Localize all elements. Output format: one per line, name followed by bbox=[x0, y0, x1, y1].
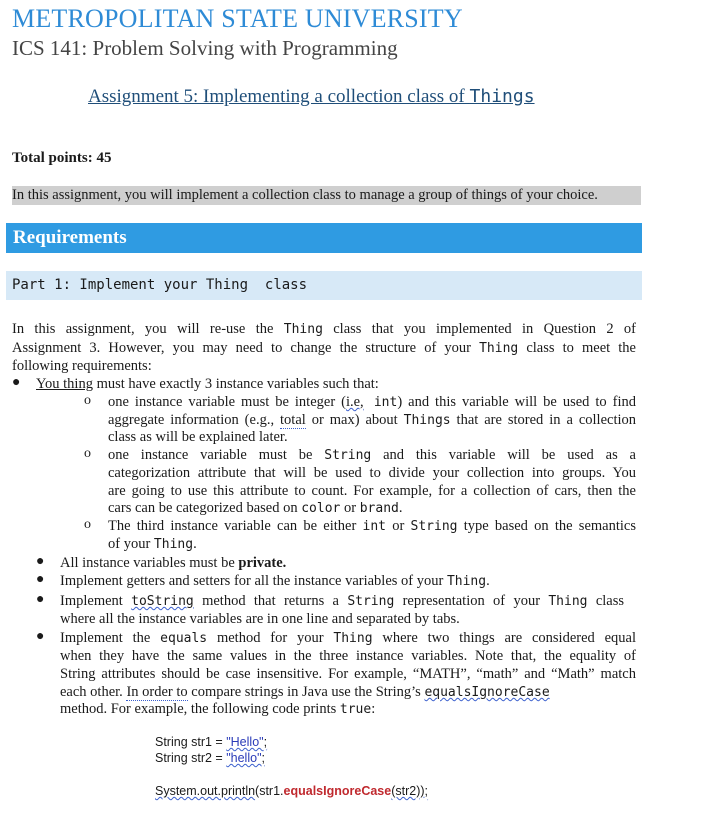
text: Assignment 3. However, you may need to change the structure of your bbox=[12, 340, 480, 356]
bullet-item-line bbox=[60, 700, 636, 719]
bullet-item-line bbox=[60, 665, 636, 683]
text: type based on the semantics bbox=[457, 518, 636, 534]
text: . bbox=[193, 536, 197, 552]
code-brand: brand bbox=[359, 501, 399, 516]
text: when they have the same values in the three instance variables. Note that, the equality of bbox=[60, 648, 636, 664]
code-text: ; bbox=[261, 751, 265, 765]
intro-highlight: In this assignment, you will implement a collection class to manage a group of things of your choice. bbox=[12, 186, 641, 205]
text: You thing bbox=[36, 376, 93, 392]
code-things: Things bbox=[403, 413, 451, 428]
code-thing: Thing bbox=[283, 322, 323, 337]
text: following requirements: bbox=[12, 358, 152, 374]
code-text: ; bbox=[263, 735, 268, 749]
bullet-item bbox=[36, 375, 379, 393]
code-text: (str1. bbox=[255, 784, 284, 798]
code-text: (str2)); bbox=[391, 784, 429, 798]
text: representation of your bbox=[394, 593, 549, 609]
assignment-title-text: Assignment 5: Implementing a collection class of bbox=[88, 86, 470, 107]
text: private. bbox=[238, 555, 287, 571]
text: : bbox=[371, 701, 376, 717]
text: total bbox=[280, 412, 306, 428]
sub-bullet-circle: o bbox=[84, 393, 91, 408]
text: of your bbox=[108, 536, 154, 552]
bullet-item bbox=[60, 592, 624, 611]
sub-bullet-line bbox=[108, 446, 636, 465]
code-thing: Thing bbox=[548, 594, 588, 609]
bullet-dot: ● bbox=[12, 375, 21, 390]
paragraph-line bbox=[12, 320, 636, 339]
text: categorization attribute that will be used to divide your collection into groups. You bbox=[108, 465, 636, 481]
text: method that returns a bbox=[193, 593, 348, 609]
text: class bbox=[587, 593, 625, 609]
total-points: Total points: 45 bbox=[12, 150, 112, 166]
text: . bbox=[398, 500, 403, 516]
text: or bbox=[340, 500, 360, 516]
assignment-title-code: Things bbox=[469, 86, 535, 107]
code-line-3 bbox=[155, 784, 428, 798]
sub-bullet-circle: o bbox=[84, 517, 91, 532]
bullet-dot: ● bbox=[36, 554, 45, 569]
code-text: System.out.println bbox=[155, 784, 256, 798]
paragraph-line bbox=[12, 357, 636, 375]
text: method for your bbox=[207, 630, 334, 646]
assignment-title-link[interactable] bbox=[88, 86, 535, 108]
text: are going to use this attribute to count. For example, for a collection of cars, then the bbox=[108, 483, 636, 499]
code-thing: Thing bbox=[446, 574, 487, 589]
text: that are stored in a collection bbox=[450, 412, 636, 428]
bullet-item bbox=[60, 629, 636, 648]
text: method. For example, the following code prints bbox=[60, 701, 340, 717]
code-method: equalsIgnoreCase bbox=[283, 784, 392, 798]
sub-bullet-circle: o bbox=[84, 446, 91, 461]
text: Implement getters and setters for all the instance variables of your bbox=[60, 573, 447, 589]
code-line-2 bbox=[155, 751, 265, 765]
code-true: true bbox=[339, 702, 372, 717]
text: compare strings in Java use the String’s bbox=[187, 684, 425, 700]
text: String attributes should be case insensitive. For example, “MATH”, “math” and “Math” match bbox=[60, 666, 636, 682]
text: class that you implemented in Question 2 of bbox=[322, 321, 637, 337]
bullet-item bbox=[60, 572, 490, 591]
text: must have exactly 3 instance variables such that: bbox=[92, 376, 379, 392]
text: and this variable will be used as a bbox=[371, 447, 636, 463]
code-int: int bbox=[362, 519, 386, 534]
sub-bullet-line bbox=[108, 482, 636, 500]
code-string: String bbox=[324, 448, 372, 463]
text: The third instance variable can be either bbox=[108, 518, 363, 534]
code-text: String str2 = bbox=[155, 751, 227, 765]
university-title: METROPOLITAN STATE UNIVERSITY bbox=[12, 4, 463, 33]
text: or bbox=[386, 518, 411, 534]
text: Implement the bbox=[60, 630, 161, 646]
code-string-literal: "Hello" bbox=[226, 735, 264, 749]
text: In order to bbox=[126, 684, 188, 700]
text: . bbox=[486, 573, 490, 589]
text: one instance variable must be integer ( bbox=[108, 394, 346, 410]
part1-prefix: Part 1: Implement your bbox=[12, 277, 206, 293]
sub-bullet-line bbox=[108, 535, 636, 554]
course-title: ICS 141: Problem Solving with Programming bbox=[12, 36, 398, 60]
text: cars can be categorized based on bbox=[108, 500, 302, 516]
text: one instance variable must be bbox=[108, 447, 325, 463]
text: Implement bbox=[60, 593, 132, 609]
code-color: color bbox=[301, 501, 341, 516]
part1-suffix: class bbox=[248, 277, 308, 293]
sub-bullet-line bbox=[108, 428, 636, 446]
bullet-item bbox=[60, 554, 286, 572]
code-equalsignorecase: equalsIgnoreCase bbox=[424, 685, 550, 700]
part1-heading bbox=[6, 271, 642, 300]
code-text: String str1 = bbox=[155, 735, 227, 749]
sub-bullet-line bbox=[108, 393, 636, 412]
code-thing: Thing bbox=[479, 341, 519, 356]
paragraph-line bbox=[12, 339, 636, 358]
bullet-dot: ● bbox=[36, 629, 45, 644]
sub-bullet-line bbox=[108, 499, 636, 518]
code-string-literal: "hello" bbox=[226, 751, 262, 765]
sub-bullet-line bbox=[108, 464, 636, 482]
text: each other. bbox=[60, 684, 127, 700]
code-int: int bbox=[363, 395, 398, 410]
bullet-dot: ● bbox=[36, 572, 45, 587]
bullet-item-line bbox=[60, 610, 624, 628]
requirements-heading: Requirements bbox=[6, 223, 642, 253]
text: ) and this variable will be used to find bbox=[397, 394, 636, 410]
text: In this assignment, you will re-use the bbox=[12, 321, 284, 337]
text: class as will be explained later. bbox=[108, 429, 288, 445]
code-tostring: toString bbox=[131, 594, 194, 609]
text: i.e, bbox=[345, 394, 364, 410]
text: aggregate information (e.g., bbox=[108, 412, 281, 428]
code-equals: equals bbox=[160, 631, 208, 646]
code-thing: Thing bbox=[333, 631, 373, 646]
code-line-1 bbox=[155, 735, 267, 749]
text: or max) about bbox=[305, 412, 404, 428]
part1-code: Thing bbox=[205, 277, 249, 293]
text: class to meet the bbox=[518, 340, 636, 356]
bullet-dot: ● bbox=[36, 592, 45, 607]
text: where all the instance variables are in one line and separated by tabs. bbox=[60, 611, 460, 627]
code-thing: Thing bbox=[153, 537, 194, 552]
text: All instance variables must be bbox=[60, 555, 239, 571]
code-string: String bbox=[410, 519, 458, 534]
text: where two things are considered equal bbox=[372, 630, 636, 646]
sub-bullet-line bbox=[108, 517, 636, 536]
bullet-item-line bbox=[60, 647, 636, 665]
code-string: String bbox=[347, 594, 395, 609]
